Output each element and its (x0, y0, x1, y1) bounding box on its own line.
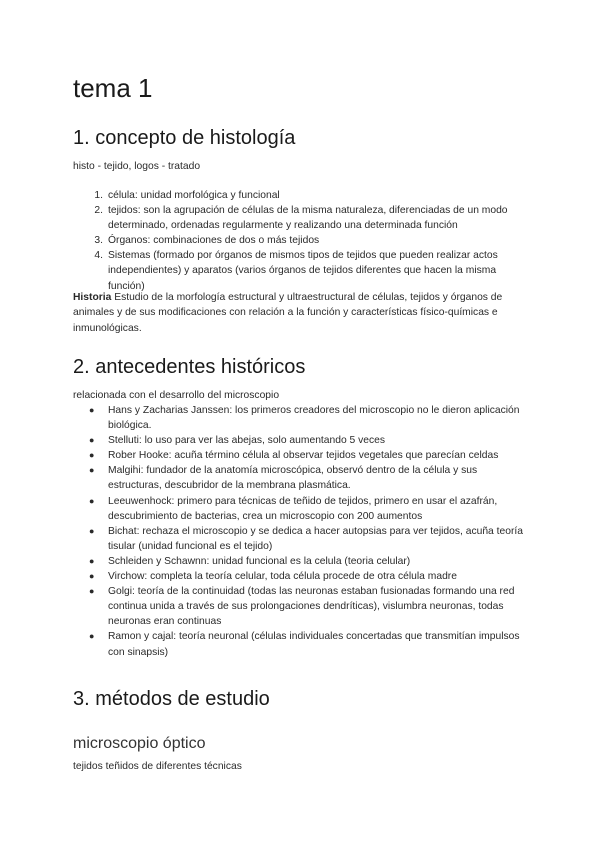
list-item-text: Sistemas (formado por órganos de mismos tipos de tejidos que pueden realizar actos independientes) y aparatos (varios órganos de tejidos diferentes que hacen la misma función) (108, 250, 498, 292)
list-item-text: Ramon y cajal: teoría neuronal (células individuales concertadas que transmitían impulsos con sinapsis) (108, 631, 520, 658)
list-item-text: Bichat: rechaza el microscopio y se dedica a hacer autopsias para ver tejidos, acuña teoría tisular (unidad funcional es el tejido) (108, 525, 523, 552)
list-item (73, 248, 533, 293)
list-number: 2. (94, 205, 103, 217)
section-3-heading: 3. métodos de estudio (73, 688, 270, 710)
list-item (73, 524, 533, 554)
bullet-icon: ● (89, 450, 95, 461)
section-1-numbered-list (73, 188, 533, 294)
list-item-text: célula: unidad morfológica y funcional (108, 190, 280, 201)
section-2-bullet-list (73, 403, 533, 660)
bullet-icon: ● (89, 525, 95, 536)
list-item (73, 569, 533, 584)
list-item (73, 448, 533, 463)
list-item-text: Golgi: teoría de la continuidad (todas las neuronas estaban fusionadas formando una red continua unida a través de sus prolongaciones dendríticas), vislumbra neuronas, todas neuronas eran continuas (108, 586, 515, 628)
list-item-text: Stelluti: lo uso para ver las abejas, solo aumentando 5 veces (108, 435, 386, 447)
section-3-text: tejidos teñidos de diferentes técnicas (73, 761, 242, 772)
list-item (73, 554, 533, 569)
list-number: 4. (94, 250, 103, 262)
section-1-intro: histo - tejido, logos - tratado (73, 161, 201, 172)
bullet-icon: ● (89, 571, 95, 582)
list-item (73, 584, 533, 629)
list-item-text: Hans y Zacharias Janssen: los primeros creadores del microscopio no le dieron aplicación biológica. (108, 405, 520, 432)
section-2-heading: 2. antecedentes históricos (73, 356, 306, 378)
list-item-text: Virchow: completa la teoría celular, toda célula procede de otra célula madre (108, 571, 457, 583)
list-item (73, 233, 533, 248)
list-item-text: Órganos: combinaciones de dos o más tejidos (108, 235, 320, 247)
historia-term: Historia (73, 292, 112, 303)
list-item-text: Rober Hooke: acuña término célula al observar tejidos vegetales que parecían celdas (108, 450, 499, 462)
bullet-icon: ● (89, 586, 95, 597)
list-item (73, 188, 533, 203)
list-item (73, 494, 533, 524)
list-item (73, 403, 533, 433)
historia-definition: Estudio de la morfología estructural y ultraestructural de células, tejidos y órganos de animales y de sus modificaciones con relación a la función y características físico-químicas e inmunológicas. (73, 292, 503, 334)
section-2-intro: relacionada con el desarrollo del microscopio (73, 390, 280, 401)
bullet-icon: ● (89, 555, 95, 566)
list-item (73, 433, 533, 448)
bullet-icon: ● (89, 465, 95, 476)
bullet-icon: ● (89, 435, 95, 446)
list-number: 1. (94, 190, 103, 201)
list-number: 3. (94, 235, 103, 247)
bullet-icon: ● (89, 405, 95, 415)
list-item-text: Schleiden y Schawnn: unidad funcional es la celula (teoria celular) (108, 555, 411, 567)
historia-paragraph (73, 290, 533, 336)
list-item (73, 463, 533, 493)
list-item-text: Malgihi: fundador de la anatomía microscópica, observó dentro de la célula y sus estructuras, descubridor de la membrana plasmática. (108, 465, 478, 492)
section-1-heading: 1. concepto de histología (73, 127, 296, 149)
bullet-icon: ● (89, 495, 95, 506)
list-item-text: tejidos: son la agrupación de células de la misma naturaleza, diferenciadas de un modo determinado, ordenadas regularmente y realizando una determinada función (108, 205, 508, 232)
list-item-text: Leeuwenhock: primero para técnicas de teñido de tejidos, primero en usar el azafrán, descubrimiento de bacterias, crea un microscopio con 200 aumentos (108, 495, 498, 522)
section-3-subheading: microscopio óptico (73, 735, 206, 752)
bullet-icon: ● (89, 631, 95, 642)
list-item (73, 203, 533, 233)
list-item (73, 629, 533, 659)
document-title: tema 1 (73, 73, 153, 103)
